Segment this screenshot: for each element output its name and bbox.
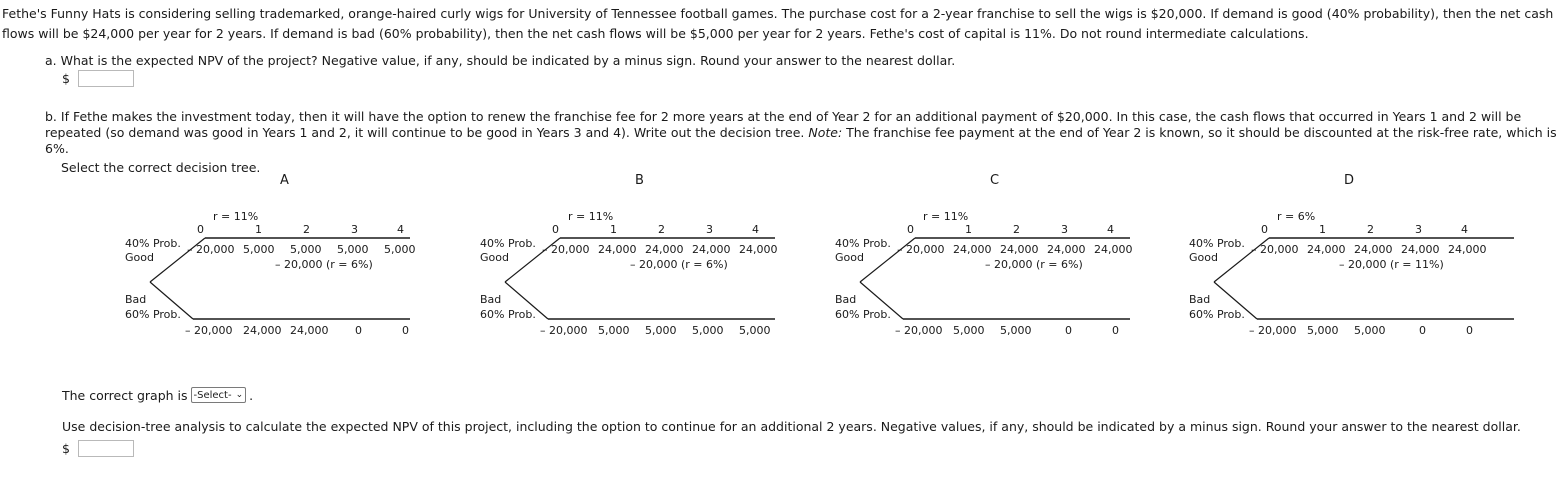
year-0: 0 <box>1261 223 1268 236</box>
year-4: 4 <box>397 223 404 236</box>
good-prob: 40% Prob. <box>480 237 536 250</box>
tree-letter: B <box>635 173 644 188</box>
good-flow-3: 24,000 <box>1401 243 1440 256</box>
renewal-payment: – 20,000 (r = 6%) <box>275 258 373 271</box>
graph-select-suffix: . <box>249 387 254 403</box>
bad-prob: 60% Prob. <box>480 308 536 321</box>
good-flow-1: 24,000 <box>598 243 637 256</box>
good-prob: 40% Prob. <box>1189 237 1245 250</box>
discount-rate: r = 11% <box>923 210 969 223</box>
graph-select-row <box>62 387 253 403</box>
year-3: 3 <box>1061 223 1068 236</box>
bad-prob: 60% Prob. <box>1189 308 1245 321</box>
question-b-label: b. <box>45 109 57 124</box>
year-1: 1 <box>255 223 262 236</box>
bad-flow-4: 0 <box>402 324 409 337</box>
tree-letter: A <box>280 173 289 188</box>
discount-rate: r = 6% <box>1277 210 1316 223</box>
answer-b-row <box>62 440 134 457</box>
graph-select-value: -Select- <box>193 389 232 401</box>
good-flow-1: 24,000 <box>953 243 992 256</box>
bad-flow-0: – 20,000 <box>1249 324 1297 337</box>
year-0: 0 <box>552 223 559 236</box>
bad-flow-1: 5,000 <box>953 324 985 337</box>
good-flow-0: – 20,000 <box>897 243 945 256</box>
good-flow-1: 24,000 <box>1307 243 1346 256</box>
bad-flow-1: 5,000 <box>1307 324 1339 337</box>
discount-rate: r = 11% <box>213 210 259 223</box>
question-b <box>45 109 1560 176</box>
year-4: 4 <box>1461 223 1468 236</box>
renewal-payment: – 20,000 (r = 6%) <box>630 258 728 271</box>
select-prompt: Select the correct decision tree. <box>61 160 261 175</box>
answer-b-input[interactable] <box>78 440 134 457</box>
decision-tree-d <box>1189 172 1563 347</box>
bad-flow-2: 5,000 <box>1000 324 1032 337</box>
bad-prob: 60% Prob. <box>835 308 891 321</box>
bad-flow-0: – 20,000 <box>895 324 943 337</box>
good-flow-4: 24,000 <box>1448 243 1487 256</box>
discount-rate: r = 11% <box>568 210 614 223</box>
answer-a-input[interactable] <box>78 70 134 87</box>
year-1: 1 <box>610 223 617 236</box>
good-flow-4: 24,000 <box>1094 243 1133 256</box>
good-prob: 40% Prob. <box>835 237 891 250</box>
good-flow-3: 24,000 <box>692 243 731 256</box>
bad-flow-2: 24,000 <box>290 324 329 337</box>
tree-letter: D <box>1344 173 1355 188</box>
year-1: 1 <box>965 223 972 236</box>
bad-flow-0: – 20,000 <box>540 324 588 337</box>
good-flow-3: 5,000 <box>337 243 369 256</box>
year-2: 2 <box>658 223 665 236</box>
year-3: 3 <box>706 223 713 236</box>
year-3: 3 <box>351 223 358 236</box>
bad-flow-4: 0 <box>1112 324 1119 337</box>
bad-label: Bad <box>480 293 502 306</box>
bad-flow-3: 5,000 <box>692 324 724 337</box>
good-flow-0: – 20,000 <box>187 243 235 256</box>
good-flow-2: 24,000 <box>645 243 684 256</box>
bad-flow-2: 5,000 <box>1354 324 1386 337</box>
year-4: 4 <box>752 223 759 236</box>
good-flow-3: 24,000 <box>1047 243 1086 256</box>
good-flow-2: 24,000 <box>1000 243 1039 256</box>
bad-flow-2: 5,000 <box>645 324 677 337</box>
year-0: 0 <box>197 223 204 236</box>
decision-tree-b <box>480 172 880 347</box>
year-2: 2 <box>1013 223 1020 236</box>
good-flow-1: 5,000 <box>243 243 275 256</box>
final-question: Use decision-tree analysis to calculate the expected NPV of this project, including the option to continue for an additional 2 years. Negative values, if any, should be indicated by a minus sign. Round your answer to the nearest dollar. <box>62 419 1521 434</box>
bad-label: Bad <box>835 293 857 306</box>
tree-letter: C <box>990 173 1000 188</box>
question-a: a. What is the expected NPV of the project? Negative value, if any, should be indicated by a minus sign. Round your answer to the nearest dollar. <box>45 53 956 68</box>
answer-a-row <box>62 70 134 87</box>
renewal-payment: – 20,000 (r = 11%) <box>1339 258 1444 271</box>
bad-flow-0: – 20,000 <box>185 324 233 337</box>
good-flow-0: – 20,000 <box>542 243 590 256</box>
good-label: Good <box>1189 251 1218 264</box>
good-flow-4: 5,000 <box>384 243 416 256</box>
currency-symbol: $ <box>62 441 70 456</box>
year-0: 0 <box>907 223 914 236</box>
bad-flow-3: 0 <box>1419 324 1426 337</box>
bad-flow-1: 5,000 <box>598 324 630 337</box>
year-1: 1 <box>1319 223 1326 236</box>
bad-label: Bad <box>125 293 147 306</box>
graph-select-label: The correct graph is <box>62 387 188 403</box>
good-flow-4: 24,000 <box>739 243 778 256</box>
year-2: 2 <box>303 223 310 236</box>
decision-tree-c <box>835 172 1235 347</box>
good-label: Good <box>480 251 509 264</box>
note-label: Note: <box>808 125 843 140</box>
problem-intro: Fethe's Funny Hats is considering selling trademarked, orange-haired curly wigs for University of Tennessee football games. The purchase cost for a 2-year franchise to sell the wigs is $20,000. If demand is good (40% probability), then the net cash flows will be $24,000 per year for 2 years. If demand is bad (60% probability), then the net cash flows will be $5,000 per year for 2 years. Fethe's cost of capital is 11%. Do not round intermediate calculations. <box>2 6 1554 41</box>
graph-select-dropdown[interactable] <box>191 387 247 403</box>
bad-flow-1: 24,000 <box>243 324 282 337</box>
bad-flow-4: 0 <box>1466 324 1473 337</box>
good-prob: 40% Prob. <box>125 237 181 250</box>
chevron-down-icon: ⌄ <box>235 390 244 400</box>
bad-flow-3: 0 <box>1065 324 1072 337</box>
year-3: 3 <box>1415 223 1422 236</box>
year-2: 2 <box>1367 223 1374 236</box>
good-label: Good <box>835 251 864 264</box>
good-flow-0: – 20,000 <box>1251 243 1299 256</box>
good-label: Good <box>125 251 154 264</box>
currency-symbol: $ <box>62 71 70 86</box>
bad-flow-3: 0 <box>355 324 362 337</box>
decision-tree-a <box>125 172 525 347</box>
question-b-text: If Fethe makes the investment today, then it will have the option to renew the franchise fee for 2 more years at the end of Year 2 for an additional payment of $20,000. In this case, the cash flows that occurred in Years 1 and 2 will be repeated (so demand was good in Years 1 and 2, it will continue to be good in Years 3 and 4). Write out the decision tree. Note: The franchise fee payment at the end of Year 2 is known, so it should be discounted at the risk-free rate, which is 6%. <box>45 109 1557 156</box>
bad-prob: 60% Prob. <box>125 308 181 321</box>
year-4: 4 <box>1107 223 1114 236</box>
bad-label: Bad <box>1189 293 1211 306</box>
renewal-payment: – 20,000 (r = 6%) <box>985 258 1083 271</box>
good-flow-2: 24,000 <box>1354 243 1393 256</box>
good-flow-2: 5,000 <box>290 243 322 256</box>
bad-flow-4: 5,000 <box>739 324 771 337</box>
